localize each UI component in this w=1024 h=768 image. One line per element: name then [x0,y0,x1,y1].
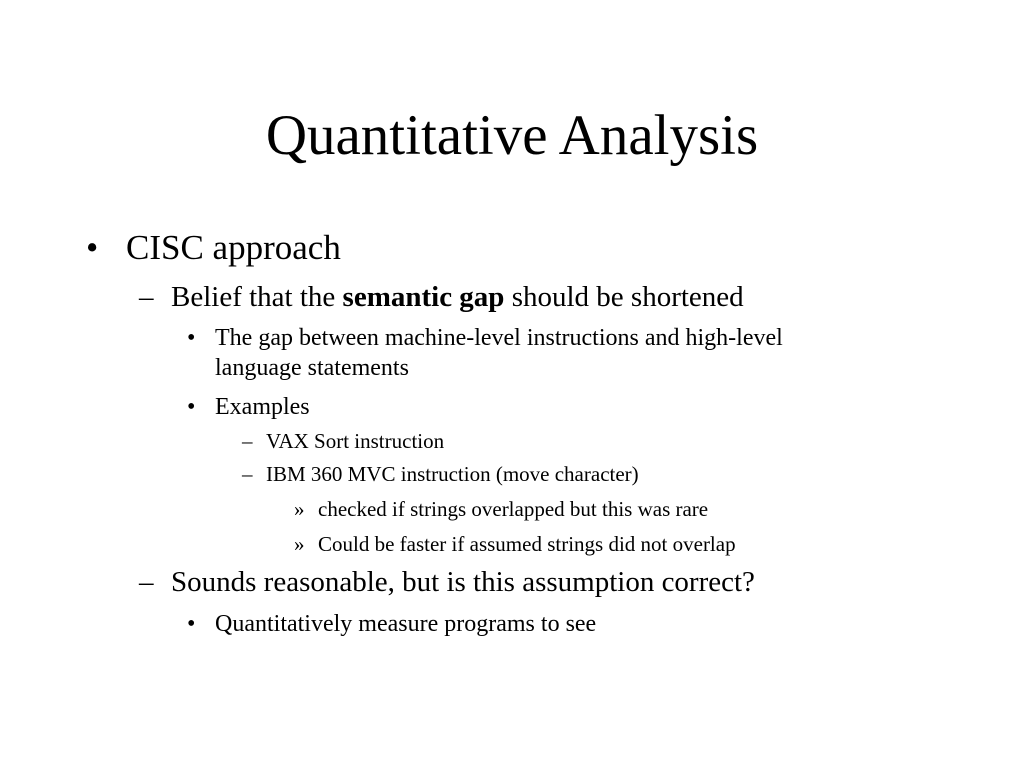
belief-text-post: should be shortened [504,281,744,313]
item-examples: Examples [215,394,310,420]
dash-marker: – [139,566,154,598]
bullet-marker: • [187,611,196,637]
bullet-marker: • [187,394,196,420]
item-could-be-faster: Could be faster if assumed strings did not overlap [318,532,736,556]
belief-text-bold: semantic gap [342,281,505,313]
slide-title: Quantitative Analysis [265,104,759,167]
item-sounds-reasonable: Sounds reasonable, but is this assumption correct? [171,566,755,598]
item-cisc-approach: CISC approach [126,228,341,267]
bullet-marker: • [86,228,99,267]
item-checked-overlap: checked if strings overlapped but this was rare [318,497,709,521]
item-gap-line-1: The gap between machine-level instructions and high-level [215,325,783,351]
raquo-marker: » [294,497,305,521]
dash-marker: – [139,281,154,313]
raquo-marker: » [294,532,305,556]
item-ibm-360-mvc: IBM 360 MVC instruction (move character) [266,462,639,486]
item-quantitatively-measure: Quantitatively measure programs to see [215,611,597,637]
dash-marker: – [242,462,253,486]
belief-text-pre: Belief that the [171,281,343,313]
dash-marker: – [242,429,253,453]
item-gap-line-2: language statements [215,355,409,381]
item-vax-sort: VAX Sort instruction [266,429,445,453]
item-belief [171,280,744,314]
bullet-marker: • [187,325,196,351]
